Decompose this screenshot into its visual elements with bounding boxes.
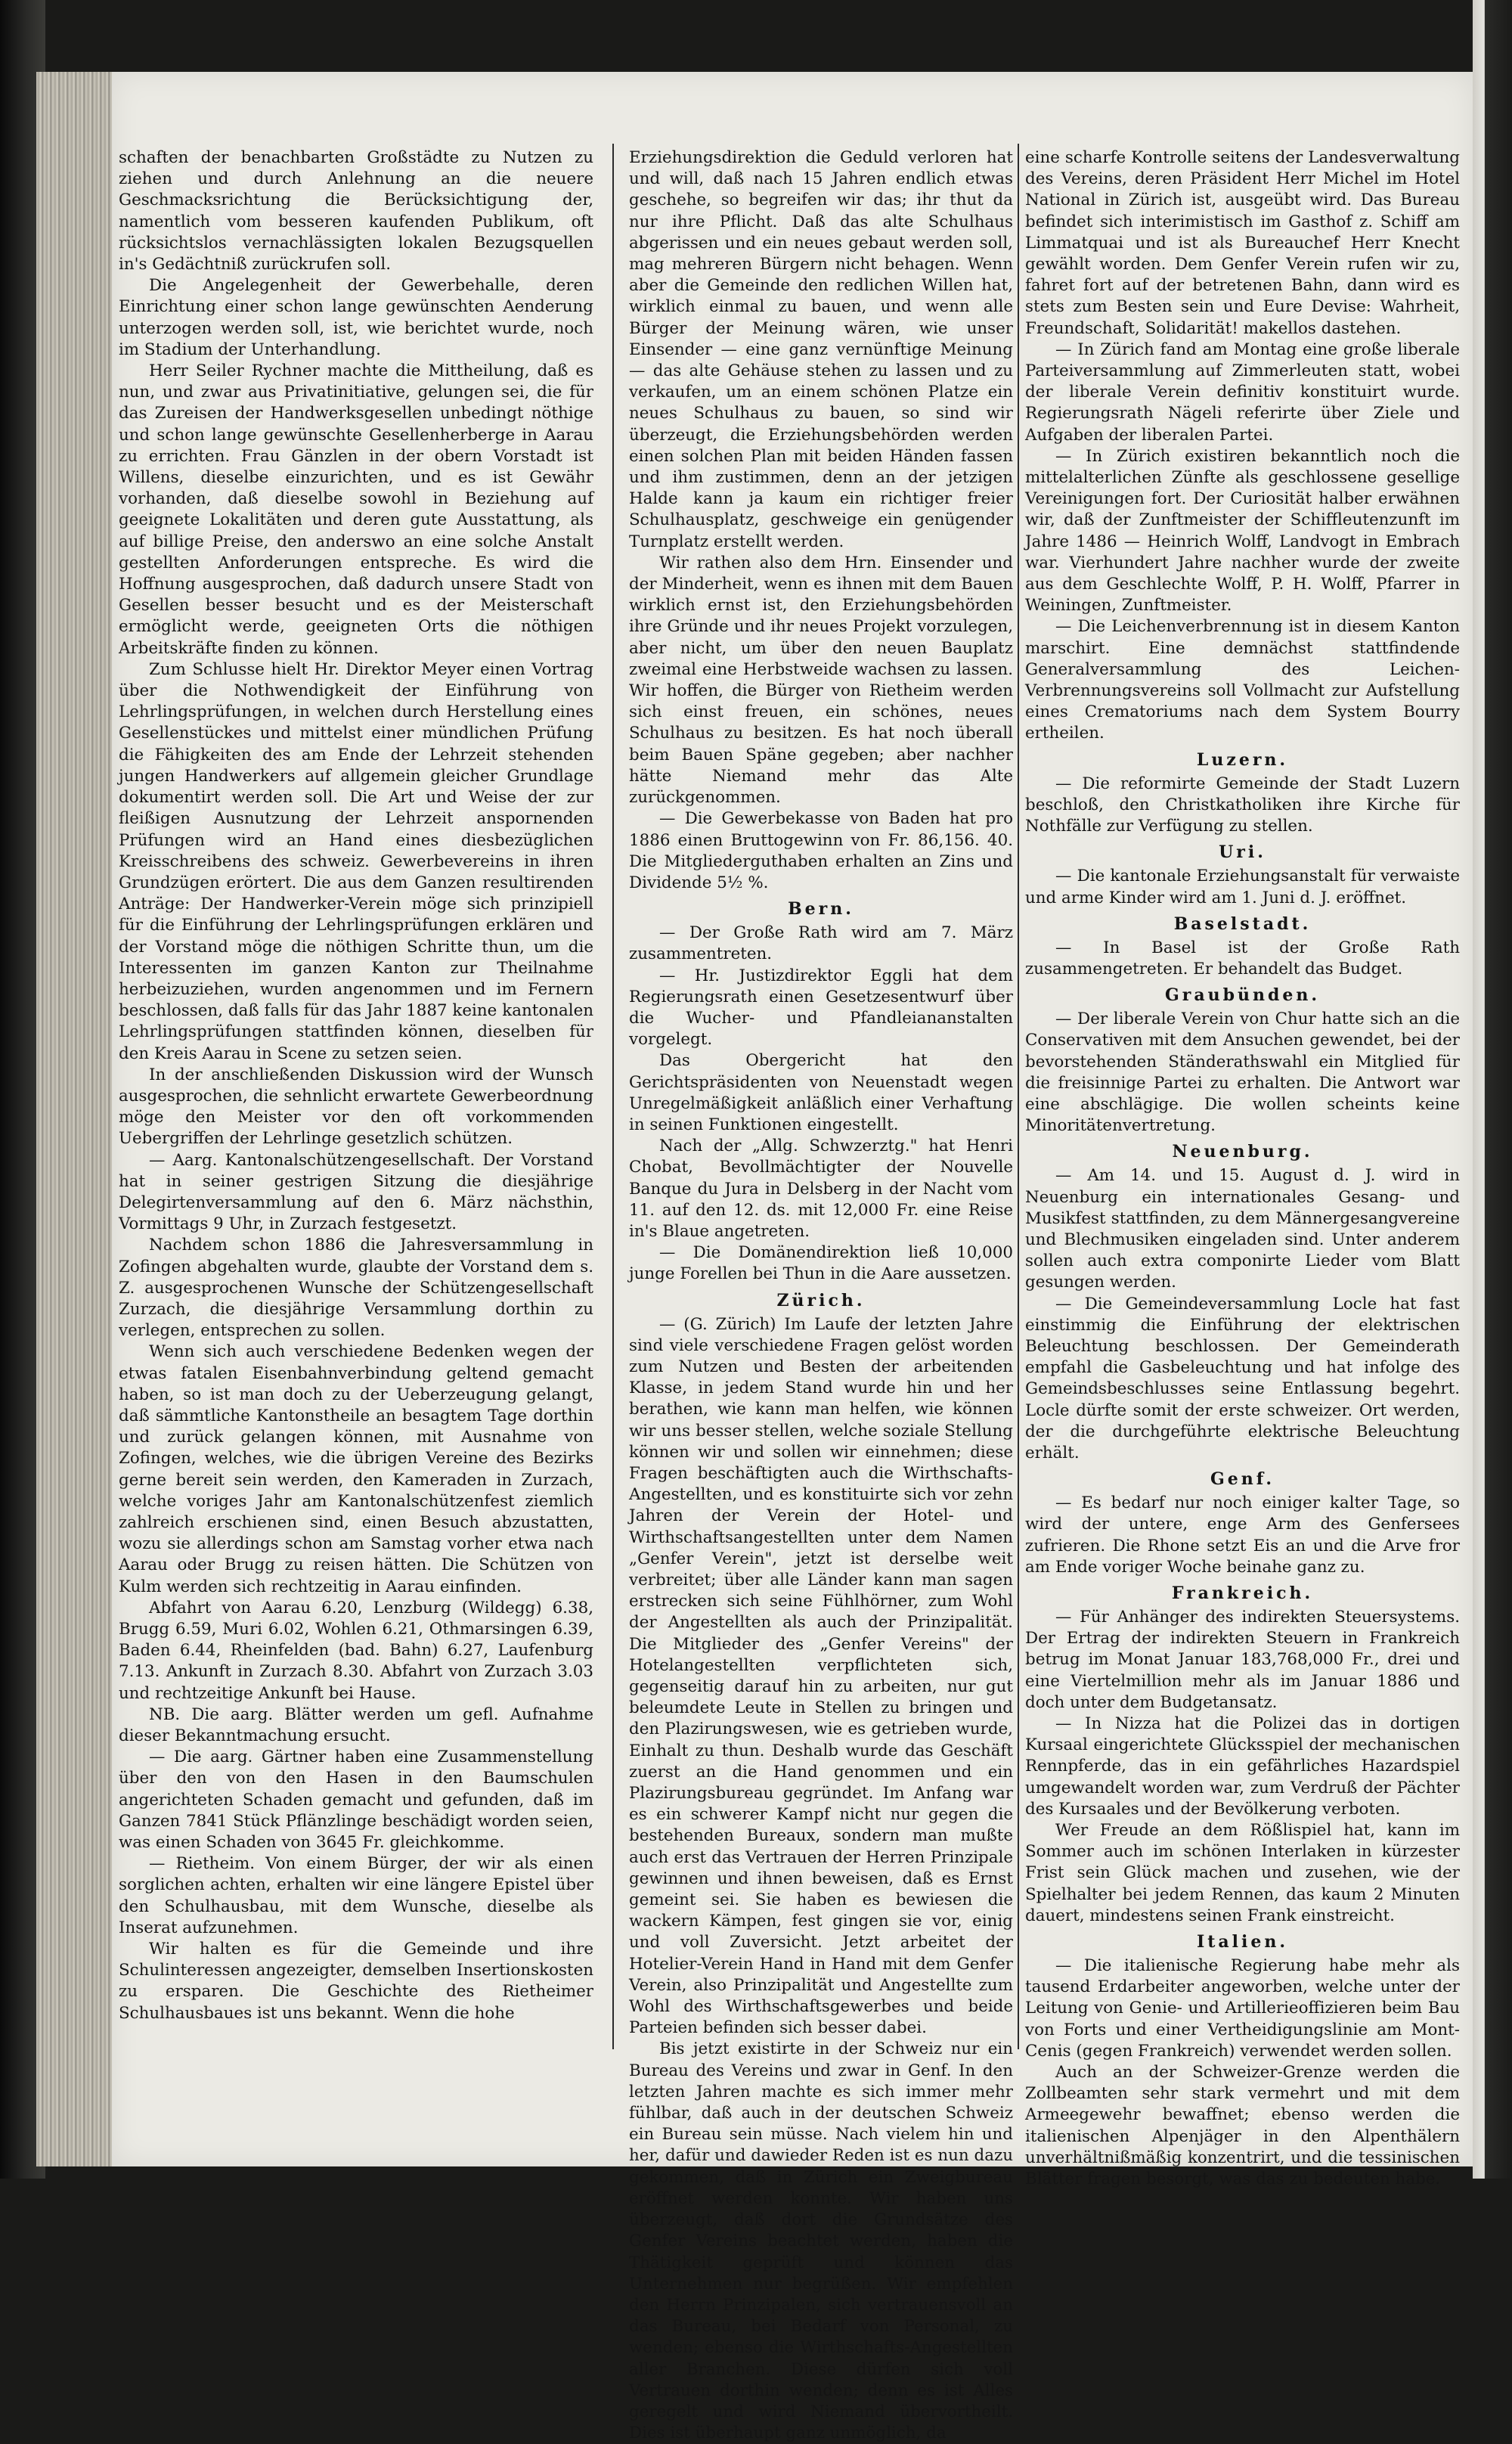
- article-paragraph: Wir rathen also dem Hrn. Einsender und der Minderheit, wenn es ihnen mit dem Bauen wirklich ernst ist, den Erziehungsbehörden ihre Gründe und ihr neues Projekt vorzulegen, aber nicht, um über den neuen Bauplatz zweimal eine Herbstweide wachsen zu lassen. Wir hoffen, die Bürger von Rietheim werden sich einst freuen, ein schönes, neues Schulhaus zu besitzen. Es hat noch überall beim Bauen Späne gegeben; aber nachher hätte Niemand mehr das Alte zurückgenommen.: [629, 553, 1013, 808]
- article-paragraph: Wer Freude an dem Rößlispiel hat, kann im Sommer auch im schönen Interlaken in kürzester Frist sein Glück machen und zusehen, wie der Spielhalter bei jedem Rennen, das kaum 2 Minuten dauert, mindestens seinen Frank einstreicht.: [1025, 1821, 1460, 1925]
- article-paragraph: — Hr. Justizdirektor Eggli hat dem Regierungsrath einen Gesetzesentwurf über die Wucher- und Pfandleiananstalten vorgelegt.: [629, 966, 1013, 1050]
- section-heading: Frankreich.: [1171, 1583, 1314, 1603]
- section-heading: Bern.: [788, 899, 854, 920]
- article-paragraph: — Aarg. Kantonalschützengesellschaft. Der Vorstand hat in seiner gestrigen Sitzung die diesjährige Delegirtenversammlung auf den 6. März nächsthin, Vormittags 9 Uhr, in Zurzach festgesetzt.: [119, 1150, 593, 1234]
- article-paragraph: — Der Große Rath wird am 7. März zusammentreten.: [629, 923, 1013, 964]
- article-paragraph: In der anschließenden Diskussion wird der Wunsch ausgesprochen, die sehnlicht erwartete Gewerbeordnung möge den Meister vor den oft vorkommenden Uebergriffen der Lehrlinge gesetzlich schützen.: [119, 1065, 593, 1149]
- article-paragraph: NB. Die aarg. Blätter werden um gefl. Aufnahme dieser Bekanntmachung ersucht.: [119, 1704, 593, 1746]
- article-paragraph: — In Zürich fand am Montag eine große liberale Parteiversammlung auf Zimmerleuten statt, wobei der liberale Verein definitiv konstituirt wurde. Regierungsrath Nägeli referirte über Ziele und Aufgaben der liberalen Partei.: [1025, 340, 1460, 445]
- article-paragraph: — In Zürich existiren bekanntlich noch die mittelalterlichen Zünfte als geschlossene gesellige Vereinigungen fort. Der Curiosität halber erwähnen wir, daß der Zunftmeister der Schiffleutenzunft im Jahre 1486 — Heinrich Wolff, Landvogt in Embrach war. Vierhundert Jahre nachher wurde der zweite aus dem Geschlechte Wolff, P. H. Wolff, Pfarrer in Weiningen, Zunftmeister.: [1025, 446, 1460, 616]
- article-paragraph: Zum Schlusse hielt Hr. Direktor Meyer einen Vortrag über die Nothwendigkeit der Einführung von Lehrlingsprüfungen, in welchen durch Herstellung eines Gesellenstückes und mittelst einer mündlichen Prüfung die Fähigkeiten des am Ende der Lehrzeit stehenden jungen Handwerkers auf allgemein gleicher Grundlage dokumentirt werden soll. Die Art und Weise der zur fleißigen Ausnutzung der Lehrzeit anspornenden Prüfungen wird an Hand eines diesbezüglichen Kreisschreibens des schweiz. Gewerbevereins in ihren Grundzügen erörtert. Die aus dem Ganzen resultirenden Anträge: Der Handwerker-Verein möge sich prinzipiell für die Einführung der Lehrlingsprüfungen erklären und der Vorstand möge die nöthigen Schritte thun, um die Interessenten im ganzen Kanton zur Theilnahme herbeizuziehen, wurden angenommen und im Fernern beschlossen, daß falls für das Jahr 1887 keine kantonalen Lehrlingsprüfungen stattfinden können, dieselben für den Kreis Aarau in Scene zu setzen seien.: [119, 659, 593, 1063]
- article-paragraph: Nachdem schon 1886 die Jahresversammlung in Zofingen abgehalten wurde, glaubte der Vorstand dem s. Z. ausgesprochenen Wunsche der Schützengesellschaft Zurzach, die diesjährige Versammlung dorthin zu verlegen, entsprechen zu sollen.: [119, 1236, 593, 1341]
- section-heading: Uri.: [1219, 842, 1266, 863]
- article-paragraph: — Für Anhänger des indirekten Steuersystems. Der Ertrag der indirekten Steuern in Frankreich betrug im Monat Januar 183,768,000 Fr., drei und eine Viertelmillion mehr als im Januar 1886 und doch unter dem Budgetansatz.: [1025, 1607, 1460, 1712]
- column-1: [119, 147, 593, 2045]
- article-paragraph: eine scharfe Kontrolle seitens der Landesverwaltung des Vereins, deren Präsident Herr Michel im Hotel National in Zürich ist, ausgeübt wird. Das Bureau befindet sich interimistisch im Gasthof z. Schiff am Limmatquai und ist als Bureauchef Herr Knecht gewählt worden. Dem Genfer Verein rufen wir zu, fahret fort auf der betretenen Bahn, dann wird es stets zum Besten sein und Eure Devise: Wahrheit, Freundschaft, Solidarität! makellos dastehen.: [1025, 148, 1460, 338]
- article-paragraph: — Die Leichenverbrennung ist in diesem Kanton marschirt. Eine demnächst stattfindende Generalversammlung des Leichen-Verbrennungsvereins soll Vollmacht zur Aufstellung eines Crematoriums nach dem System Bourry ertheilen.: [1025, 617, 1460, 743]
- article-paragraph: — Am 14. und 15. August d. J. wird in Neuenburg ein internationales Gesang- und Musikfest stattfinden, zu dem Männergesangvereine und Blechmusiken eingeladen sind. Unter anderem sollen auch extra componirte Lieder vom Blatt gesungen werden.: [1025, 1166, 1460, 1292]
- article-paragraph: — In Basel ist der Große Rath zusammengetreten. Er behandelt das Budget.: [1025, 938, 1460, 979]
- section-heading: Genf.: [1210, 1469, 1275, 1490]
- column-rule-1: [612, 144, 614, 2049]
- column-rule-2: [1018, 144, 1019, 2049]
- article-paragraph: Nach der „Allg. Schwzerztg." hat Henri Chobat, Bevollmächtigter der Nouvelle Banque du Jura in Delsberg in der Nacht vom 11. auf den 12. ds. mit 12,000 Fr. eine Reise in's Blaue angetreten.: [629, 1137, 1013, 1241]
- article-paragraph: Das Obergericht hat den Gerichtspräsidenten von Neuenstadt wegen Unregelmäßigkeit anläßlich einer Verhaftung in seinen Funktionen eingestellt.: [629, 1051, 1013, 1134]
- article-paragraph: — Die reformirte Gemeinde der Stadt Luzern beschloß, den Christkatholiken ihre Kirche für Nothfälle zur Verfügung zu stellen.: [1025, 774, 1460, 836]
- article-paragraph: Wenn sich auch verschiedene Bedenken wegen der etwas fatalen Eisenbahnverbindung geltend gemacht haben, so ist man doch zu der Ueberzeugung gelangt, daß sämmtliche Kantonstheile an besagtem Tage dorthin und zurück gelangen können, mit Ausnahme von Zofingen, welches, wie die übrigen Vereine des Bezirks gerne bereit sein werden, den Kameraden in Zurzach, welche voriges Jahr am Kantonalschützenfest ziemlich zahlreich erschienen sind, einen Besuch abzustatten, wozu sie allerdings schon am Samstag vorher etwa nach Aarau oder Brugg zu reisen hätten. Die Schützen von Kulm werden sich rechtzeitig in Aarau einfinden.: [119, 1342, 593, 1596]
- article-paragraph: — Die Domänendirektion ließ 10,000 junge Forellen bei Thun in die Aare aussetzen.: [629, 1243, 1013, 1284]
- article-paragraph: schaften der benachbarten Großstädte zu Nutzen zu ziehen und durch Anlehnung an die neuere Geschmacksrichtung die Berücksichtigung der, namentlich vom besseren kaufenden Publikum, oft rücksichtslos vernachlässigten lokalen Bezugsquellen in's Gedächtniß zurückrufen soll.: [119, 148, 593, 274]
- article-paragraph: — Es bedarf nur noch einiger kalter Tage, so wird der untere, enge Arm des Genfersees zufrieren. Die Rhone setzt Eis an und die Arve fror am Ende voriger Woche beinahe ganz zu.: [1025, 1493, 1460, 1577]
- article-paragraph: — Der liberale Verein von Chur hatte sich an die Conservativen mit dem Ansuchen gewendet, bei der bevorstehenden Ständerathswahl ein Mitglied für die freisinnige Partei zu erhalten. Die Antwort war eine abschlägige. Die wollen scheints keine Minoritätenvertretung.: [1025, 1010, 1460, 1136]
- section-heading: Zürich.: [776, 1290, 866, 1310]
- article-paragraph: Die Angelegenheit der Gewerbehalle, deren Einrichtung einer schon lange gewünschten Aenderung unterzogen werden soll, ist, wie berichtet wurde, noch im Stadium der Unterhandlung.: [119, 276, 593, 359]
- article-paragraph: — Die kantonale Erziehungsanstalt für verwaiste und arme Kinder wird am 1. Juni d. J. eröffnet.: [1025, 867, 1460, 907]
- scan-background-right: [1473, 0, 1512, 2179]
- article-paragraph: Wir halten es für die Gemeinde und ihre Schulinteressen angezeigter, demselben Insertionskosten zu ersparen. Die Geschichte des Rietheimer Schulhausbaues ist uns bekannt. Wenn die hohe: [119, 1940, 593, 2023]
- article-paragraph: Erziehungsdirektion die Geduld verloren hat und will, daß nach 15 Jahren endlich etwas geschehe, so begreifen wir das; ihr thut da nur ihre Pflicht. Daß das alte Schulhaus abgerissen und ein neues gebaut werden soll, mag mehreren Bürgern nicht behagen. Wenn aber die Gemeinde den redlichen Willen hat, wirklich einmal zu bauen, und wenn alle Bürger der Meinung wären, wie unser Einsender — eine ganz vernünftige Meinung — das alte Gehäuse stehen zu lassen und zu verkaufen, um an einem schönen Platze ein neues Schulhaus zu bauen, so sind wir überzeugt, die Erziehungsbehörden werden einen solchen Plan mit beiden Händen fassen und ihm zustimmen, denn an der jetzigen Halde kann ja kaum ein richtiger freier Schulhausplatz, geschweige ein genügender Turnplatz erstellt werden.: [629, 148, 1013, 551]
- article-paragraph: Herr Seiler Rychner machte die Mittheilung, daß es nun, und zwar aus Privatinitiative, gelungen sei, die für das Zureisen der Handwerksgesellen unbedingt nöthige und schon lange gewünschte Gesellenherberge in Aarau zu errichten. Frau Gänzlen in der obern Vorstadt ist Willens, dieselbe einzurichten, und es ist Gewähr vorhanden, daß dieselbe sowohl in Beziehung auf geeignete Lokalitäten und deren gute Ausstattung, als auf billige Preise, den anderswo an eine solche Anstalt gestellten Anforderungen entspreche. Es wird die Hoffnung ausgesprochen, daß dadurch unsere Stadt von Gesellen besser besucht und es der Meisterschaft ermöglicht werde, geeigneten Orts die nöthigen Arbeitskräfte finden zu können.: [119, 361, 593, 658]
- article-paragraph: — (G. Zürich) Im Laufe der letzten Jahre sind viele verschiedene Fragen gelöst worden zum Nutzen und Besten der arbeitenden Klasse, in jedem Stand wurde hin und her berathen, wie kann man helfen, wie können wir uns besser stellen, welche soziale Stellung können wir und sollen wir einnehmen; diese Fragen beschäftigten auch die Wirthschafts-Angestellten, und es konstituirte sich vor zehn Jahren der Verein der Hotel- und Wirthschaftsangestellten unter dem Namen „Genfer Verein", jetzt ist derselbe weit verbreitet; über alle Länder kann man sagen erstrecken sich seine Fühlhörner, zum Wohl der Angestellten als auch der Prinzipalität. Die Mitglieder des „Genfer Vereins" der Hotelangestellten verpflichteten sich, gegenseitig darauf hin zu arbeiten, nur gut beleumdete Leute in Stellen zu bringen und den Plazirungswesen, wie es getrieben wurde, Einhalt zu thun. Deshalb wurde das Geschäft zuerst an die Hand genommen und ein Plazirungsbureau gegründet. Im Anfang war es ein schwerer Kampf nicht nur gegen die bestehenden Bureaux, sondern man mußte auch erst das Vertrauen der Herren Prinzipale gewinnen und ihnen beweisen, daß es Ernst gemeint sei. Sie haben es bewiesen die wackern Kämpen, fest gingen sie vor, einig und voll Zuversicht. Jetzt arbeitet der Hotelier-Verein Hand in Hand mit dem Genfer Verein, also Prinzipalität und Angestellte zum Wohl des Wirthschaftsgewerbes und beide Parteien befinden sich besser dabei.: [629, 1314, 1013, 2038]
- article-paragraph: Abfahrt von Aarau 6.20, Lenzburg (Wildegg) 6.38, Brugg 6.59, Muri 6.02, Wohlen 6.21, Othmarsingen 6.39, Baden 6.44, Rheinfelden (bad. Bahn) 6.27, Laufenburg 7.13. Ankunft in Zurzach 8.30. Abfahrt von Zurzach 3.03 und rechtzeitige Ankunft bei Hause.: [119, 1598, 593, 1703]
- article-paragraph: Auch an der Schweizer-Grenze werden die Zollbeamten sehr stark vermehrt und mit dem Armeegewehr bewaffnet; ebenso werden die italienischen Alpenjäger in den Alpenthälern unverhältnißmäßig konzentrirt, und die tessinischen Blätter fragen besorgt, was das zu bedeuten habe.: [1025, 2063, 1460, 2189]
- article-paragraph: Bis jetzt existirte in der Schweiz nur ein Bureau des Vereins und zwar in Genf. In den letzten Jahren machte es sich immer mehr fühlbar, daß auch in der deutschen Schweiz ein Bureau sein müsse. Nach vielem hin und her, dafür und dawieder Reden ist es nun dazu gekommen, daß in Zürich ein Zweigbureau eröffnet werden konnte. Wir haben uns überzeugt, daß dort die Grundsätze des Genfer Vereins beachtet werden, haben die Thätigkeit geprüft und können das Unternehmen nur begrüßen. Wir empfehlen den Herrn Prinzipalen, sich vertrauensvoll an das Bureau, bei Bedarf von Personal, zu wenden; ebenso die Wirthschafts-Angestellten aller Branchen. Diese dürfen sich voll Vertrauen dorthin wenden; denn es ist Alles geregelt und wird Niemand übervortheilt. Dies ist überhaupt ganz unmöglich, da: [629, 2039, 1013, 2443]
- article-paragraph: — Die Gemeindeversammlung Locle hat fast einstimmig die Einführung der elektrischen Beleuchtung beschlossen. Der Gemeinderath empfahl die Gasbeleuchtung und hat infolge des Gemeindsbeschlusses seine Entlassung begehrt. Locle dürfte somit der erste schweizer. Ort werden, der die durchgeführte elektrische Beleuchtung erhält.: [1025, 1294, 1460, 1462]
- article-paragraph: — In Nizza hat die Polizei das in dortigen Kursaal eingerichtete Glücksspiel der mechanischen Rennpferde, das in ein gefährliches Hazardspiel umgewandelt worden war, zum Verdruß der Pächter des Kursaales und der Bevölkerung verboten.: [1025, 1714, 1460, 1819]
- article-paragraph: — Rietheim. Von einem Bürger, der wir als einen sorglichen achten, erhalten wir eine längere Epistel über den Schulhausbau, mit dem Wunsche, dieselbe als Inserat aufzunehmen.: [119, 1854, 593, 1937]
- section-heading: Italien.: [1196, 1932, 1289, 1952]
- column-2: [629, 147, 1013, 2443]
- page-stack-edges: [36, 72, 112, 2166]
- section-heading: Graubünden.: [1164, 985, 1321, 1006]
- article-paragraph: — Die italienische Regierung habe mehr als tausend Erdarbeiter angeworben, welche unter der Leitung von Genie- und Artillerieoffizieren beim Bau von Forts und einer Vertheidigungslinie am Mont-Cenis (gegen Frankreich) verwendet werden sollen.: [1025, 1956, 1460, 2061]
- article-paragraph: — Die Gewerbekasse von Baden hat pro 1886 einen Bruttogewinn von Fr. 86,156. 40. Die Mitgliederguthaben erhalten an Zins und Dividende 5½ %.: [629, 809, 1013, 892]
- article-paragraph: — Die aarg. Gärtner haben eine Zusammenstellung über den von den Hasen in den Baumschulen angerichteten Schaden gemacht und gefunden, daß im Ganzen 7841 Stück Pflänzlinge beschädigt worden seien, was einen Schaden von 3645 Fr. gleichkomme.: [119, 1748, 593, 1853]
- section-heading: Baselstadt.: [1173, 913, 1312, 934]
- section-heading: Luzern.: [1196, 749, 1289, 770]
- section-heading: Neuenburg.: [1172, 1142, 1313, 1162]
- column-3: [1025, 147, 1460, 2189]
